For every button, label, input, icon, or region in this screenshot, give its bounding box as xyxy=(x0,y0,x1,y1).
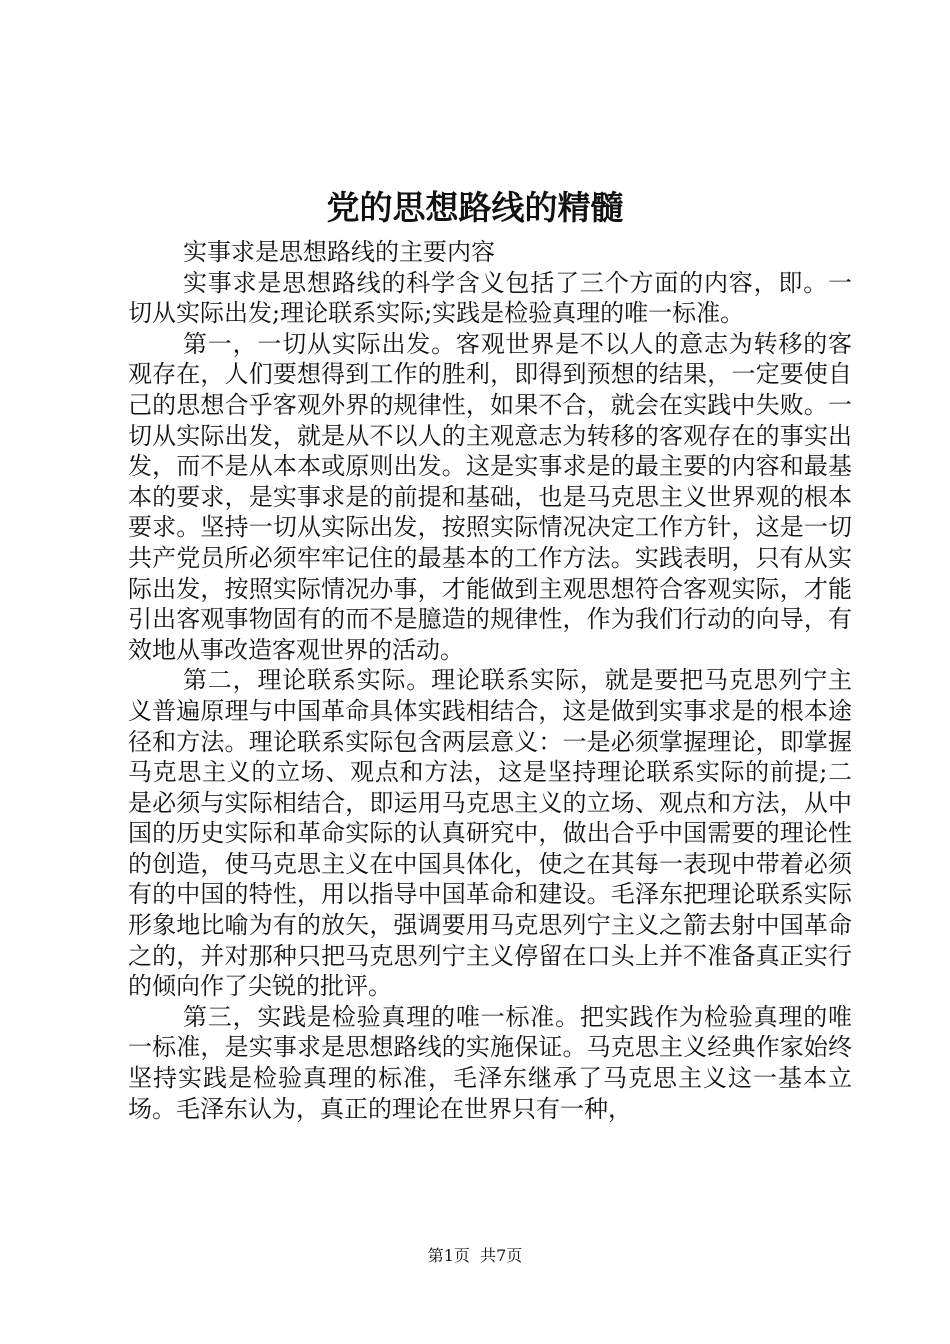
paragraph-first-point: 第一，一切从实际出发。客观世界是不以人的意志为转移的客观存在，人们要想得到工作的胜利，即得到预想的结果，一定要使自己的思想合乎客观外界的规律性，如果不合，就会在实践中失败。一切从实际出发，就是从不以人的主观意志为转移的客观存在的事实出发，而不是从本本或原则出发。这是实事求是的最主要的内容和最基本的要求，是实事求是的前提和基础，也是马克思主义世界观的根本要求。坚持一切从实际出发，按照实际情况决定工作方针，这是一切共产党员所必须牢牢记住的最基本的工作方法。实践表明，只有从实际出发，按照实际情况办事，才能做到主观思想符合客观实际，才能引出客观事物固有的而不是臆造的规律性，作为我们行动的向导，有效地从事改造客观世界的活动。 xyxy=(128,329,852,664)
page-total: 共7页 xyxy=(480,1246,523,1265)
paragraph-second-point: 第二，理论联系实际。理论联系实际，就是要把马克思列宁主义普遍原理与中国革命具体实践相结合，这是做到实事求是的根本途径和方法。理论联系实际包含两层意义：一是必须掌握理论，即掌握马克思主义的立场、观点和方法，这是坚持理论联系实际的前提;二是必须与实际相结合，即运用马克思主义的立场、观点和方法，从中国的历史实际和革命实际的认真研究中，做出合乎中国需要的理论性的创造，使马克思主义在中国具体化，使之在其每一表现中带着必须有的中国的特性，用以指导中国革命和建设。毛泽东把理论联系实际形象地比喻为有的放矢，强调要用马克思列宁主义之箭去射中国革命之的，并对那种只把马克思列宁主义停留在口头上并不准备真正实行的倾向作了尖锐的批评。 xyxy=(128,666,852,1001)
paragraph-subheading: 实事求是思想路线的主要内容 xyxy=(183,238,495,266)
paragraph-third-point: 第三，实践是检验真理的唯一标准。把实践作为检验真理的唯一标准，是实事求是思想路线的实施保证。马克思主义经典作家始终坚持实践是检验真理的标准，毛泽东继承了马克思主义这一基本立场。毛泽东认为，真正的理论在世界只有一种， xyxy=(128,1002,852,1123)
page-number: 第1页 xyxy=(427,1246,470,1265)
document-body xyxy=(128,237,852,1124)
page-footer xyxy=(0,1245,950,1267)
document-title: 党的思想路线的精髓 xyxy=(326,188,624,227)
paragraph-intro: 实事求是思想路线的科学含义包括了三个方面的内容，即。一切从实际出发;理论联系实际;实践是检验真理的唯一标准。 xyxy=(128,268,852,328)
